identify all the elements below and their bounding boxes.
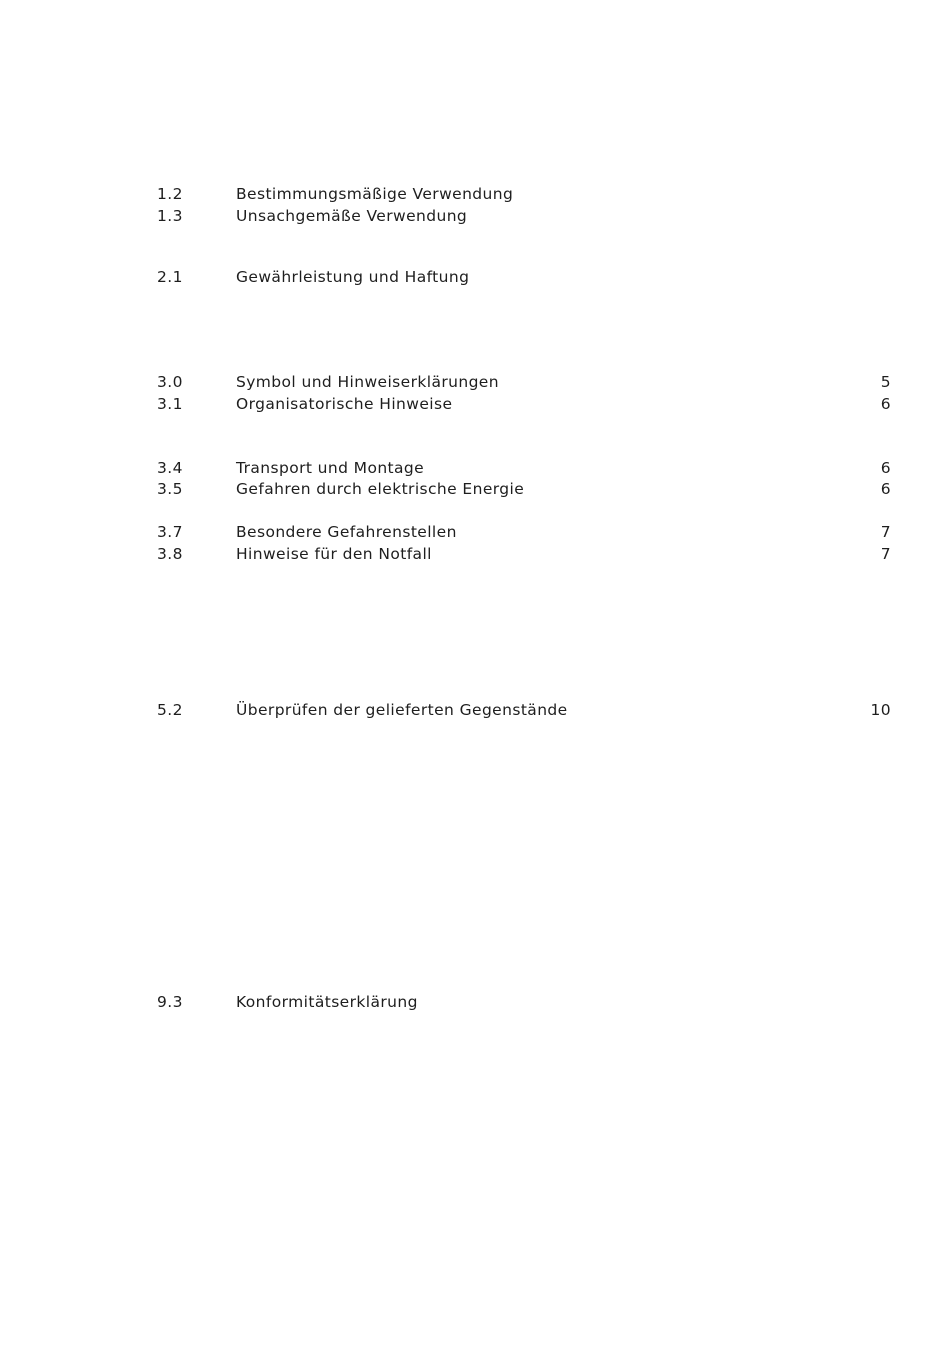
toc-entry-title: Symbol und Hinweiserklärungen xyxy=(236,373,499,391)
toc-entry-number: 1.2 xyxy=(157,185,183,203)
toc-entry-number: 3.5 xyxy=(157,480,183,498)
toc-entry-title: Konformitätserklärung xyxy=(236,993,418,1011)
toc-entry-title: Hinweise für den Notfall xyxy=(236,545,432,563)
toc-entry-title: Gefahren durch elektrische Energie xyxy=(236,480,525,498)
toc-entry-number: 3.8 xyxy=(157,545,183,563)
toc-entry-9-3[interactable] xyxy=(157,991,891,1013)
toc-entry-page: 6 xyxy=(880,459,891,477)
toc-entry-2-1[interactable] xyxy=(157,266,891,288)
toc-entry-title: Bestimmungsmäßige Verwendung xyxy=(236,185,514,203)
toc-entry-page: 5 xyxy=(880,373,891,391)
toc-entry-number: 2.1 xyxy=(157,268,183,286)
toc-entry-3-1[interactable] xyxy=(157,393,891,415)
toc-entry-number: 3.1 xyxy=(157,395,183,413)
toc-entry-3-5[interactable] xyxy=(157,478,891,500)
toc-entry-number: 3.0 xyxy=(157,373,183,391)
toc-entry-number: 3.4 xyxy=(157,459,183,477)
toc-entry-title: Gewährleistung und Haftung xyxy=(236,268,470,286)
toc-entry-number: 3.7 xyxy=(157,523,183,541)
toc-entry-3-7[interactable] xyxy=(157,521,891,543)
toc-entry-title: Transport und Montage xyxy=(236,459,425,477)
toc-entry-3-8[interactable] xyxy=(157,543,891,565)
toc-entry-3-4[interactable] xyxy=(157,457,891,479)
toc-entry-number: 9.3 xyxy=(157,993,183,1011)
toc-entry-number: 1.3 xyxy=(157,207,183,225)
toc-entry-title: Organisatorische Hinweise xyxy=(236,395,453,413)
toc-entry-title: Unsachgemäße Verwendung xyxy=(236,207,468,225)
toc-entry-number: 5.2 xyxy=(157,701,183,719)
toc-entry-page: 6 xyxy=(880,395,891,413)
toc-entry-page: 7 xyxy=(880,523,891,541)
toc-entry-title: Überprüfen der gelieferten Gegenstände xyxy=(236,701,568,719)
toc-entry-page: 10 xyxy=(870,701,891,719)
toc-entry-1-2[interactable] xyxy=(157,183,891,205)
toc-entry-title: Besondere Gefahrenstellen xyxy=(236,523,457,541)
toc-entry-3-0[interactable] xyxy=(157,371,891,393)
toc-entry-page: 7 xyxy=(880,545,891,563)
toc-entry-1-3[interactable] xyxy=(157,205,891,227)
toc-entry-5-2[interactable] xyxy=(157,699,891,721)
toc-entry-page: 6 xyxy=(880,480,891,498)
